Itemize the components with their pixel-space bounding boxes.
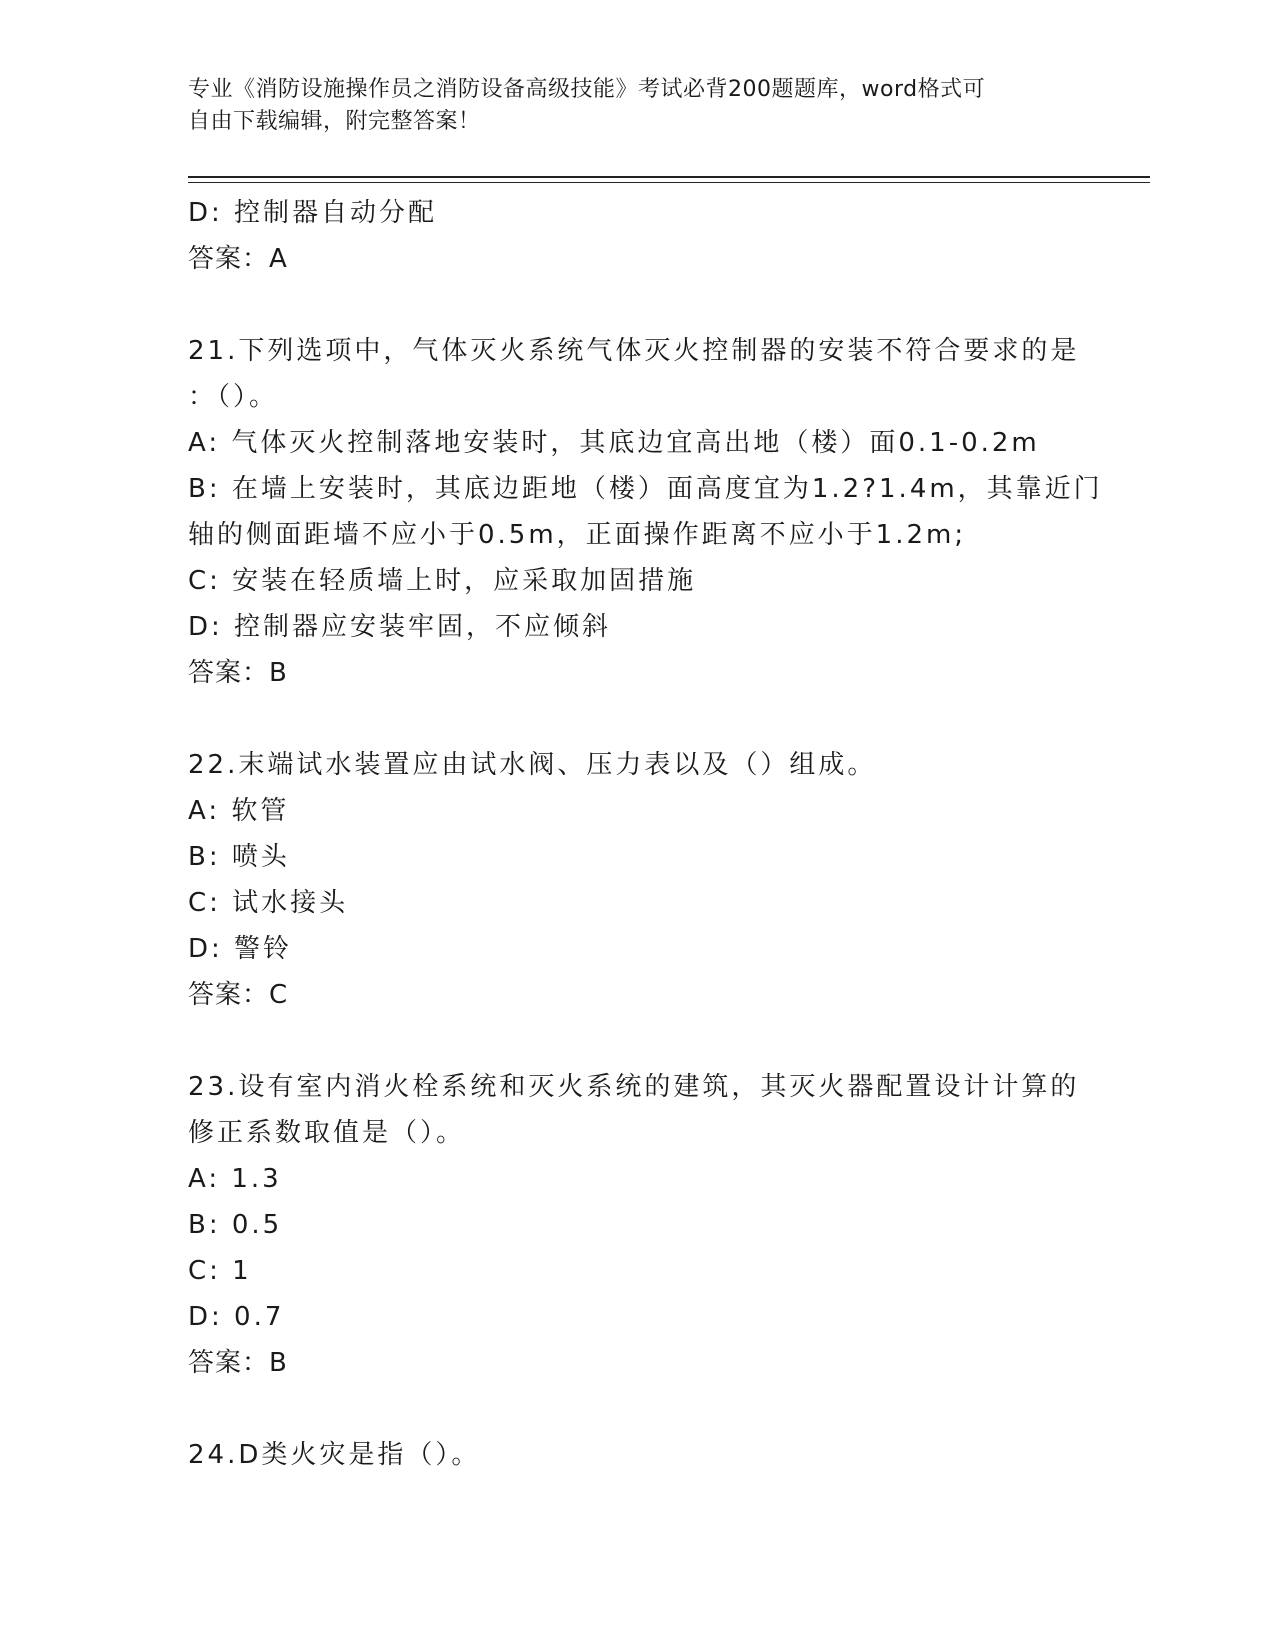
option-c: C: 1	[188, 1256, 252, 1286]
header-line-1: 专业《消防设施操作员之消防设备高级技能》考试必背200题题库，word格式可	[188, 77, 986, 102]
header-divider-thick	[188, 176, 1150, 178]
spacer	[188, 282, 1088, 328]
question-stem: 23.设有室内消火栓系统和灭火系统的建筑，其灭火器配置设计计算的	[188, 1072, 1080, 1102]
spacer	[188, 1018, 1088, 1064]
answer: 答案：C	[188, 980, 289, 1010]
header-line-2: 自由下载编辑，附完整答案！	[188, 109, 481, 134]
option-c: C: 试水接头	[188, 888, 349, 918]
question-22	[188, 742, 1088, 1018]
question-21	[188, 328, 1103, 696]
question-stem: 21.下列选项中，气体灭火系统气体灭火控制器的安装不符合要求的是	[188, 336, 1080, 366]
answer: 答案：B	[188, 1348, 288, 1378]
option-d: D: 0.7	[188, 1302, 285, 1332]
option-b-cont: 轴的侧面距墙不应小于0.5m，正面操作距离不应小于1.2m;	[188, 520, 967, 550]
question-stem-cont: ：（）。	[188, 382, 279, 412]
option-b: B: 0.5	[188, 1210, 283, 1240]
header-divider-thin	[188, 182, 1150, 183]
option-b: B: 喷头	[188, 842, 290, 872]
option-b: B: 在墙上安装时，其底边距地（楼）面高度宜为1.2?1.4m，其靠近门	[188, 474, 1103, 504]
option-a: A: 气体灭火控制落地安装时，其底边宜高出地（楼）面0.1-0.2m	[188, 428, 1040, 458]
question-list	[188, 190, 1103, 1478]
prev-answer: 答案：A	[188, 244, 288, 274]
answer: 答案：B	[188, 658, 288, 688]
document-header	[188, 74, 1088, 138]
option-a: A: 1.3	[188, 1164, 282, 1194]
question-stem: 22.末端试水装置应由试水阀、压力表以及（）组成。	[188, 750, 877, 780]
spacer	[188, 1386, 1088, 1432]
option-d: D: 警铃	[188, 934, 293, 964]
spacer	[188, 696, 1088, 742]
option-a: A: 软管	[188, 796, 290, 826]
question-24	[188, 1432, 1088, 1478]
prev-option-d: D: 控制器自动分配	[188, 198, 438, 228]
option-d: D: 控制器应安装牢固，不应倾斜	[188, 612, 612, 642]
question-stem-cont: 修正系数取值是（）。	[188, 1118, 466, 1148]
question-23	[188, 1064, 1088, 1386]
option-c: C: 安装在轻质墙上时，应采取加固措施	[188, 566, 697, 596]
question-stem: 24.D类火灾是指（）。	[188, 1440, 481, 1470]
